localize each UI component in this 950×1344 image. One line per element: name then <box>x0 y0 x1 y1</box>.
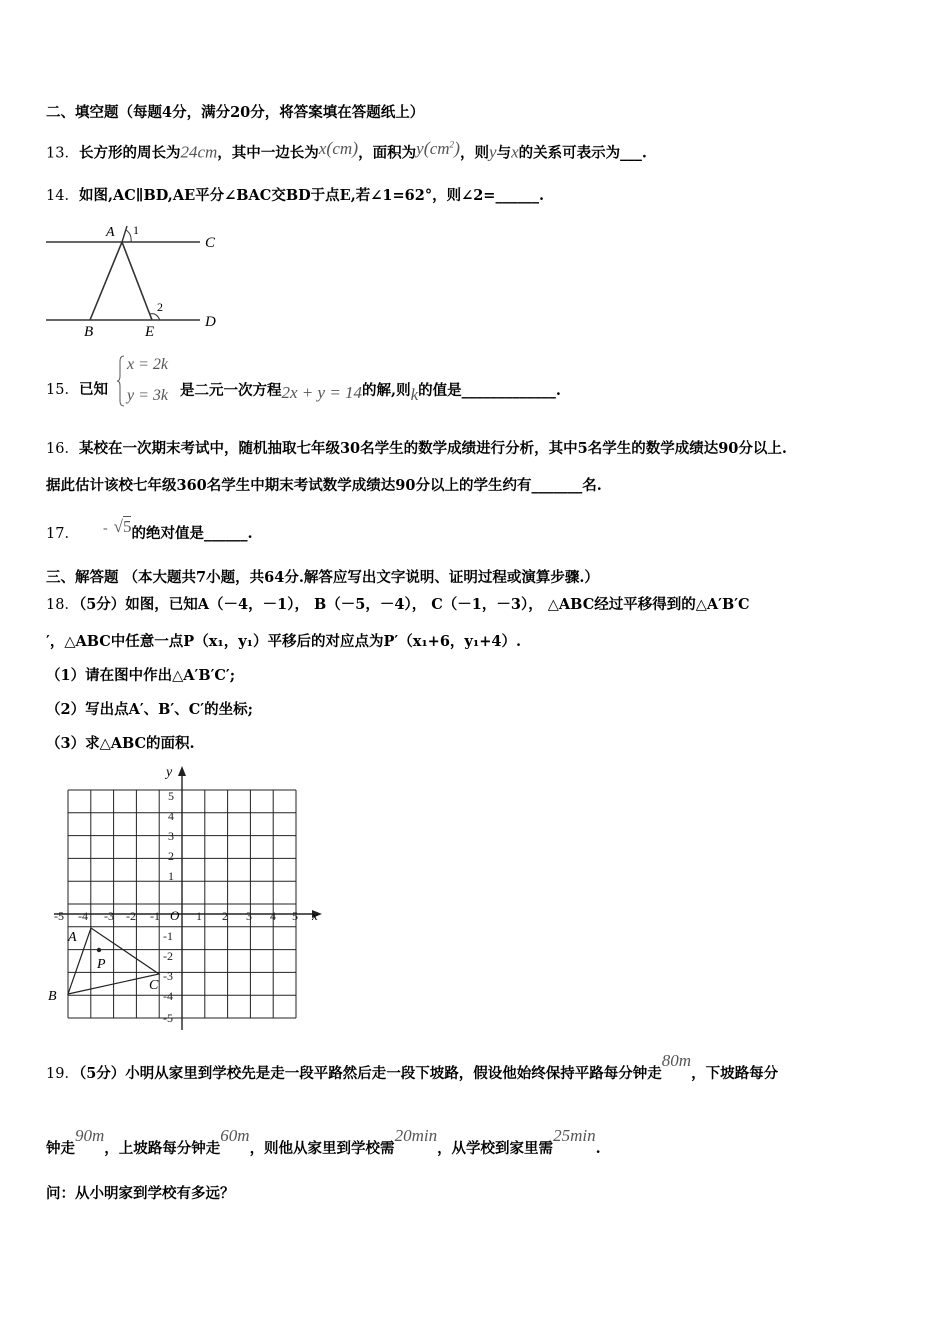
y-tick-label: -1 <box>163 929 173 943</box>
label-a: A <box>106 225 115 240</box>
q18-coordinate-grid <box>40 762 340 1034</box>
q18-part1: （1）请在图中作出△A′B′C′; <box>46 667 236 684</box>
question-15 <box>46 380 108 400</box>
y-tick-label: -5 <box>163 1011 173 1025</box>
section3-heading: 三、解答题 （本大题共7小题，共64分.解答应写出文字说明、证明过程或演算步骤.） <box>46 569 599 586</box>
q19-text7: . <box>595 1140 601 1157</box>
x-tick-label: -3 <box>104 909 114 923</box>
q19-text2: ，下坡路每分 <box>691 1065 779 1082</box>
question-19-line2 <box>46 1126 601 1159</box>
x-tick-label: -2 <box>126 909 136 923</box>
q15-equation: 2x + y = 14 <box>281 383 363 402</box>
axis-y-label: y <box>166 765 173 780</box>
label-p: P <box>97 957 106 972</box>
y-tick-label: 1 <box>168 869 174 883</box>
label-c: C <box>149 978 159 993</box>
q13-side: x(cm) <box>318 137 359 158</box>
q17-radical: √ <box>113 517 123 536</box>
axes <box>54 766 322 1030</box>
q19-text5: ，则他从家里到学校需 <box>249 1140 395 1157</box>
x-tick-label: -5 <box>54 909 64 923</box>
x-tick-label: 4 <box>270 909 276 923</box>
question-16-line2: 据此估计该校七年级360名学生中期末考试数学成绩达90分以上的学生约有_______名. <box>46 477 602 494</box>
x-tick-label: 2 <box>222 909 228 923</box>
question-13 <box>46 138 647 164</box>
question-17 <box>46 517 253 545</box>
q17-radicand: 5 <box>122 517 132 536</box>
q14-text: 如图,AC∥BD,AE平分∠BAC交BD于点E,若∠1=62°，则∠2=______. <box>78 187 545 204</box>
q15-text4: 的值是_____________. <box>418 382 561 399</box>
q19-question: 问：从小明家到学校有多远？ <box>46 1185 235 1202</box>
q19-time-to-home: 25min <box>553 1126 596 1145</box>
q15-text1: 已知 <box>78 381 108 398</box>
q16-text1: 某校在一次期末考试中，随机抽取七年级30名学生的数学成绩进行分析，其中5名学生的数学成绩达90分以上. <box>78 440 787 457</box>
q13-text2: ，其中一边长为 <box>217 144 319 162</box>
q19-text6: ，从学校到家里需 <box>437 1140 554 1157</box>
q13-text4: ，则 <box>460 144 490 162</box>
q19-text1: （5分）小明从家里到学校先是走一段平路然后走一段下坡路，假设他始终保持平路每分钟走 <box>78 1065 662 1082</box>
q19-uphill-speed: 60m <box>220 1126 250 1145</box>
x-tick-label: -1 <box>150 909 160 923</box>
q15-number: 15． <box>46 382 79 398</box>
q19-text4: ，上坡路每分钟走 <box>104 1140 221 1157</box>
q19-downhill-speed: 90m <box>75 1126 105 1145</box>
extension-ray <box>122 226 127 242</box>
q14-number: 14． <box>46 188 79 204</box>
angle1-arc <box>126 230 131 242</box>
q18-part3: （3）求△ABC的面积. <box>46 735 195 752</box>
q14-figure <box>40 218 230 342</box>
label-b: B <box>84 324 94 340</box>
q15-text2: 是二元一次方程 <box>180 382 282 399</box>
label-b: B <box>48 989 57 1004</box>
q16-number: 16． <box>46 441 79 457</box>
q19-flat-speed: 80m <box>661 1051 692 1070</box>
question-14 <box>46 186 544 206</box>
label-a: A <box>68 930 77 945</box>
q17-minus: - <box>102 521 108 536</box>
point-p <box>97 948 101 952</box>
y-tick-label: 3 <box>168 829 174 843</box>
q17-text1: 的绝对值是______. <box>131 525 253 542</box>
y-tick-label: 4 <box>168 809 174 823</box>
question-18-line1 <box>46 595 750 615</box>
q13-y: y <box>489 142 497 162</box>
x-tick-label: 5 <box>292 909 298 923</box>
q13-text1: 长方形的周长为 <box>78 144 181 162</box>
segment-ae <box>122 242 152 320</box>
q18-text1: （5分）如图，已知A（－4，－1）， B（－5，－4）， C（－1，－3）， △ABC经过平移得到的△A′B′C <box>78 596 750 613</box>
label-2: 2 <box>157 300 163 314</box>
y-tick-label: 5 <box>168 789 174 803</box>
y-tick-label: 2 <box>168 849 174 863</box>
q15-rest <box>180 380 561 404</box>
q15-system-line1: x = 2k <box>127 356 168 373</box>
x-tick-label: 1 <box>196 909 202 923</box>
y-tick-label: -4 <box>163 989 173 1003</box>
x-tick-label: -4 <box>78 909 88 923</box>
label-c: C <box>205 235 216 251</box>
label-d: D <box>205 314 216 330</box>
q13-text5: 与 <box>496 144 512 162</box>
segment-ab <box>90 242 122 320</box>
q13-text3: ，面积为 <box>358 144 417 162</box>
q15-text3: 的解,则 <box>362 382 411 399</box>
y-tick-label: -2 <box>163 949 173 963</box>
q15-system-line2: y = 3k <box>127 387 168 404</box>
y-tick-label: -3 <box>163 969 173 983</box>
q13-x: x <box>511 142 519 162</box>
question-18-line2: ′，△ABC中任意一点P（x₁，y₁）平移后的对应点为P′（x₁+6，y₁+4）. <box>46 633 521 650</box>
q17-number: 17． <box>46 526 79 542</box>
q18-number: 18． <box>46 597 79 613</box>
q13-text6: 的关系可表示为___. <box>518 144 647 162</box>
q13-perimeter: 24cm <box>180 142 218 162</box>
q19-time-to-school: 20min <box>394 1126 438 1145</box>
question-19-line1 <box>46 1051 779 1084</box>
x-tick-label: 3 <box>246 909 252 923</box>
axis-x-label: x <box>312 908 318 923</box>
q15-k: k <box>410 385 419 404</box>
label-e: E <box>145 324 155 340</box>
q19-number: 19． <box>46 1066 79 1082</box>
label-1: 1 <box>133 223 139 237</box>
section2-heading: 二、填空题（每题4分，满分20分，将答案填在答题纸上） <box>46 104 425 121</box>
question-16-line1 <box>46 439 787 459</box>
q13-number: 13． <box>46 145 79 162</box>
q18-part2: （2）写出点A′、B′、C′的坐标; <box>46 701 253 718</box>
q13-area: $y(cm^2)$ <box>416 137 461 158</box>
origin-label: O <box>170 908 180 923</box>
q15-brace <box>117 355 125 407</box>
q19-text3: 钟走 <box>46 1140 75 1157</box>
